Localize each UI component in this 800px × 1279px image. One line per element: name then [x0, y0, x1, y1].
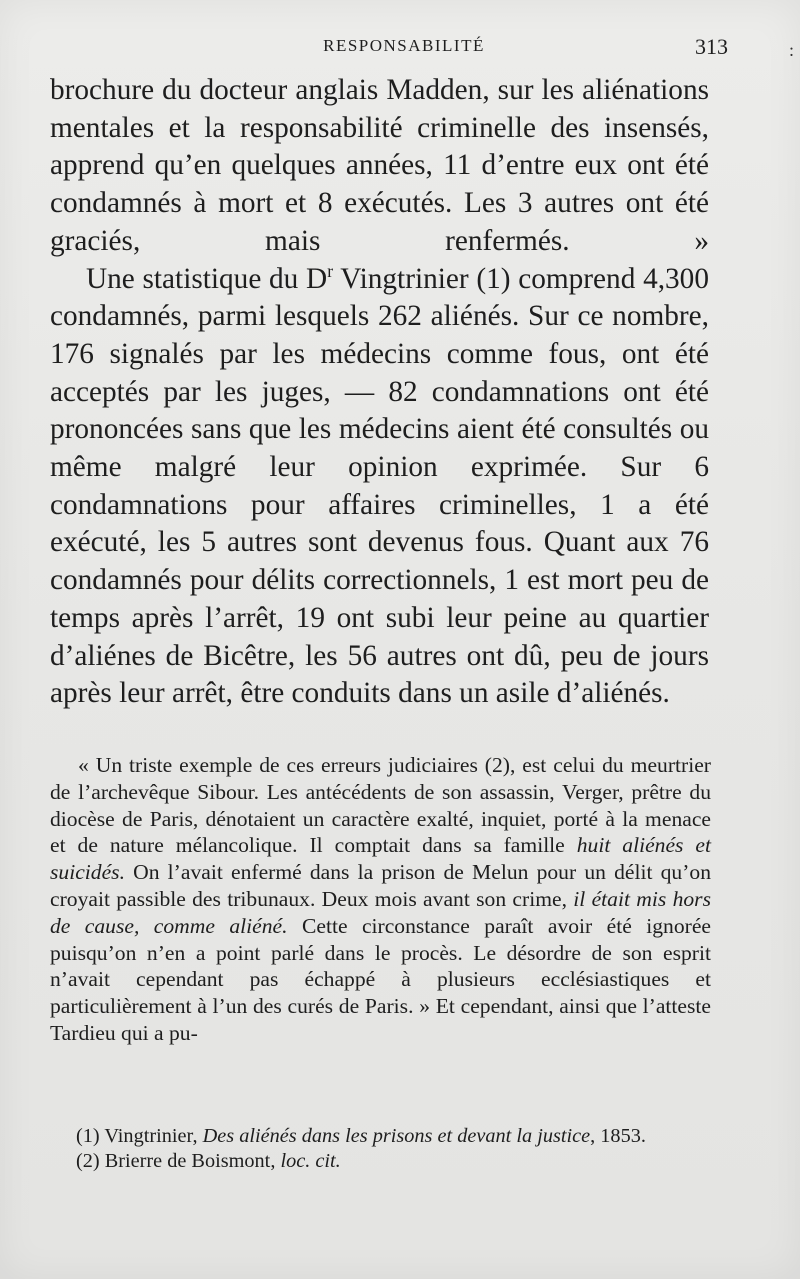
footnote-1-number: (1)	[76, 1125, 105, 1147]
page-header	[50, 32, 758, 62]
quote-text-2: On l’avait enfermé dans la prison de Melun pour un délit qu’on croyait passible des tribunaux. Deux mois avant son crime,	[50, 860, 711, 911]
footnote-1	[50, 1124, 721, 1149]
running-head: RESPONSABILITÉ	[323, 36, 485, 55]
footnote-2-author: Brierre de Boismont,	[104, 1150, 281, 1172]
margin-mark: :	[788, 40, 794, 60]
main-text	[50, 72, 709, 713]
footnote-1-title: Des aliénés dans les prisons et devant la justice	[202, 1125, 591, 1147]
footnote-1-rest: , 1853.	[590, 1125, 646, 1147]
paragraph-2-rest: Vingtrinier (1) comprend 4,300 condamnés, parmi lesquels 262 aliénés. Sur ce nombre, 176 signalés par les médecins comme fous, ont été acceptés par les juges, — 82 condamnations ont été prononcées sans que les médecins aient été consultés ou même malgré leur opinion exprimée. Sur 6 condamnations pour affaires criminelles, 1 a été exécuté, les 5 autres sont devenus fous. Quant aux 76 condamnés pour délits correctionnels, 1 est mort peu de temps après l’arrêt, 19 ont subi leur peine au quartier d’aliénes de Bicêtre, les 56 autres ont dû, peu de jours après leur arrêt, être conduits dans un asile d’aliénés.	[50, 262, 709, 710]
quote-text-3: Cette circonstance paraît avoir été ignorée puisqu’on n’en a point parlé dans le procès. Le désordre de son esprit n’avait cependant pas échappé à plusieurs ecclésiastiques et particulièrement à l’un des curés de Paris. » Et cependant, ainsi que l’atteste Tardieu qui a pu-	[50, 913, 711, 1045]
paragraph-1: brochure du docteur anglais Madden, sur les aliénations mentales et la responsabilité criminelle des insensés, apprend qu’en quelques années, 11 d’entre eux ont été condamnés à mort et 8 exécutés. Les 3 autres ont été graciés, mais renfermés. »	[50, 74, 709, 257]
quoted-passage	[50, 752, 711, 1047]
doctor-abbrev-superscript: r	[327, 260, 334, 281]
footnote-2	[50, 1149, 721, 1174]
paragraph-2	[50, 261, 709, 713]
quote-paragraph	[50, 752, 711, 1047]
paragraph-2-start: Une statistique du D	[86, 262, 328, 295]
quote-italic-1: huit aliénés et suicidés.	[50, 833, 711, 885]
footnote-1-author: Vingtrinier,	[104, 1125, 203, 1147]
quote-text-1: « Un triste exemple de ces erreurs judiciaires (2), est celui du meurtrier de l’archevêque Sibour. Les antécédents de son assassin, Verger, prêtre du diocèse de Paris, dénotaient un caractère exalté, inquiet, porté à la menace et de nature mélancolique. Il comptait dans sa famille	[50, 753, 711, 858]
quote-italic-2: il était mis hors de cause, comme aliéné.	[50, 886, 711, 938]
footnote-2-number: (2)	[76, 1150, 105, 1172]
footnote-2-title: loc. cit.	[280, 1150, 341, 1172]
page-number: 313	[695, 34, 728, 59]
footnotes	[50, 1124, 721, 1174]
